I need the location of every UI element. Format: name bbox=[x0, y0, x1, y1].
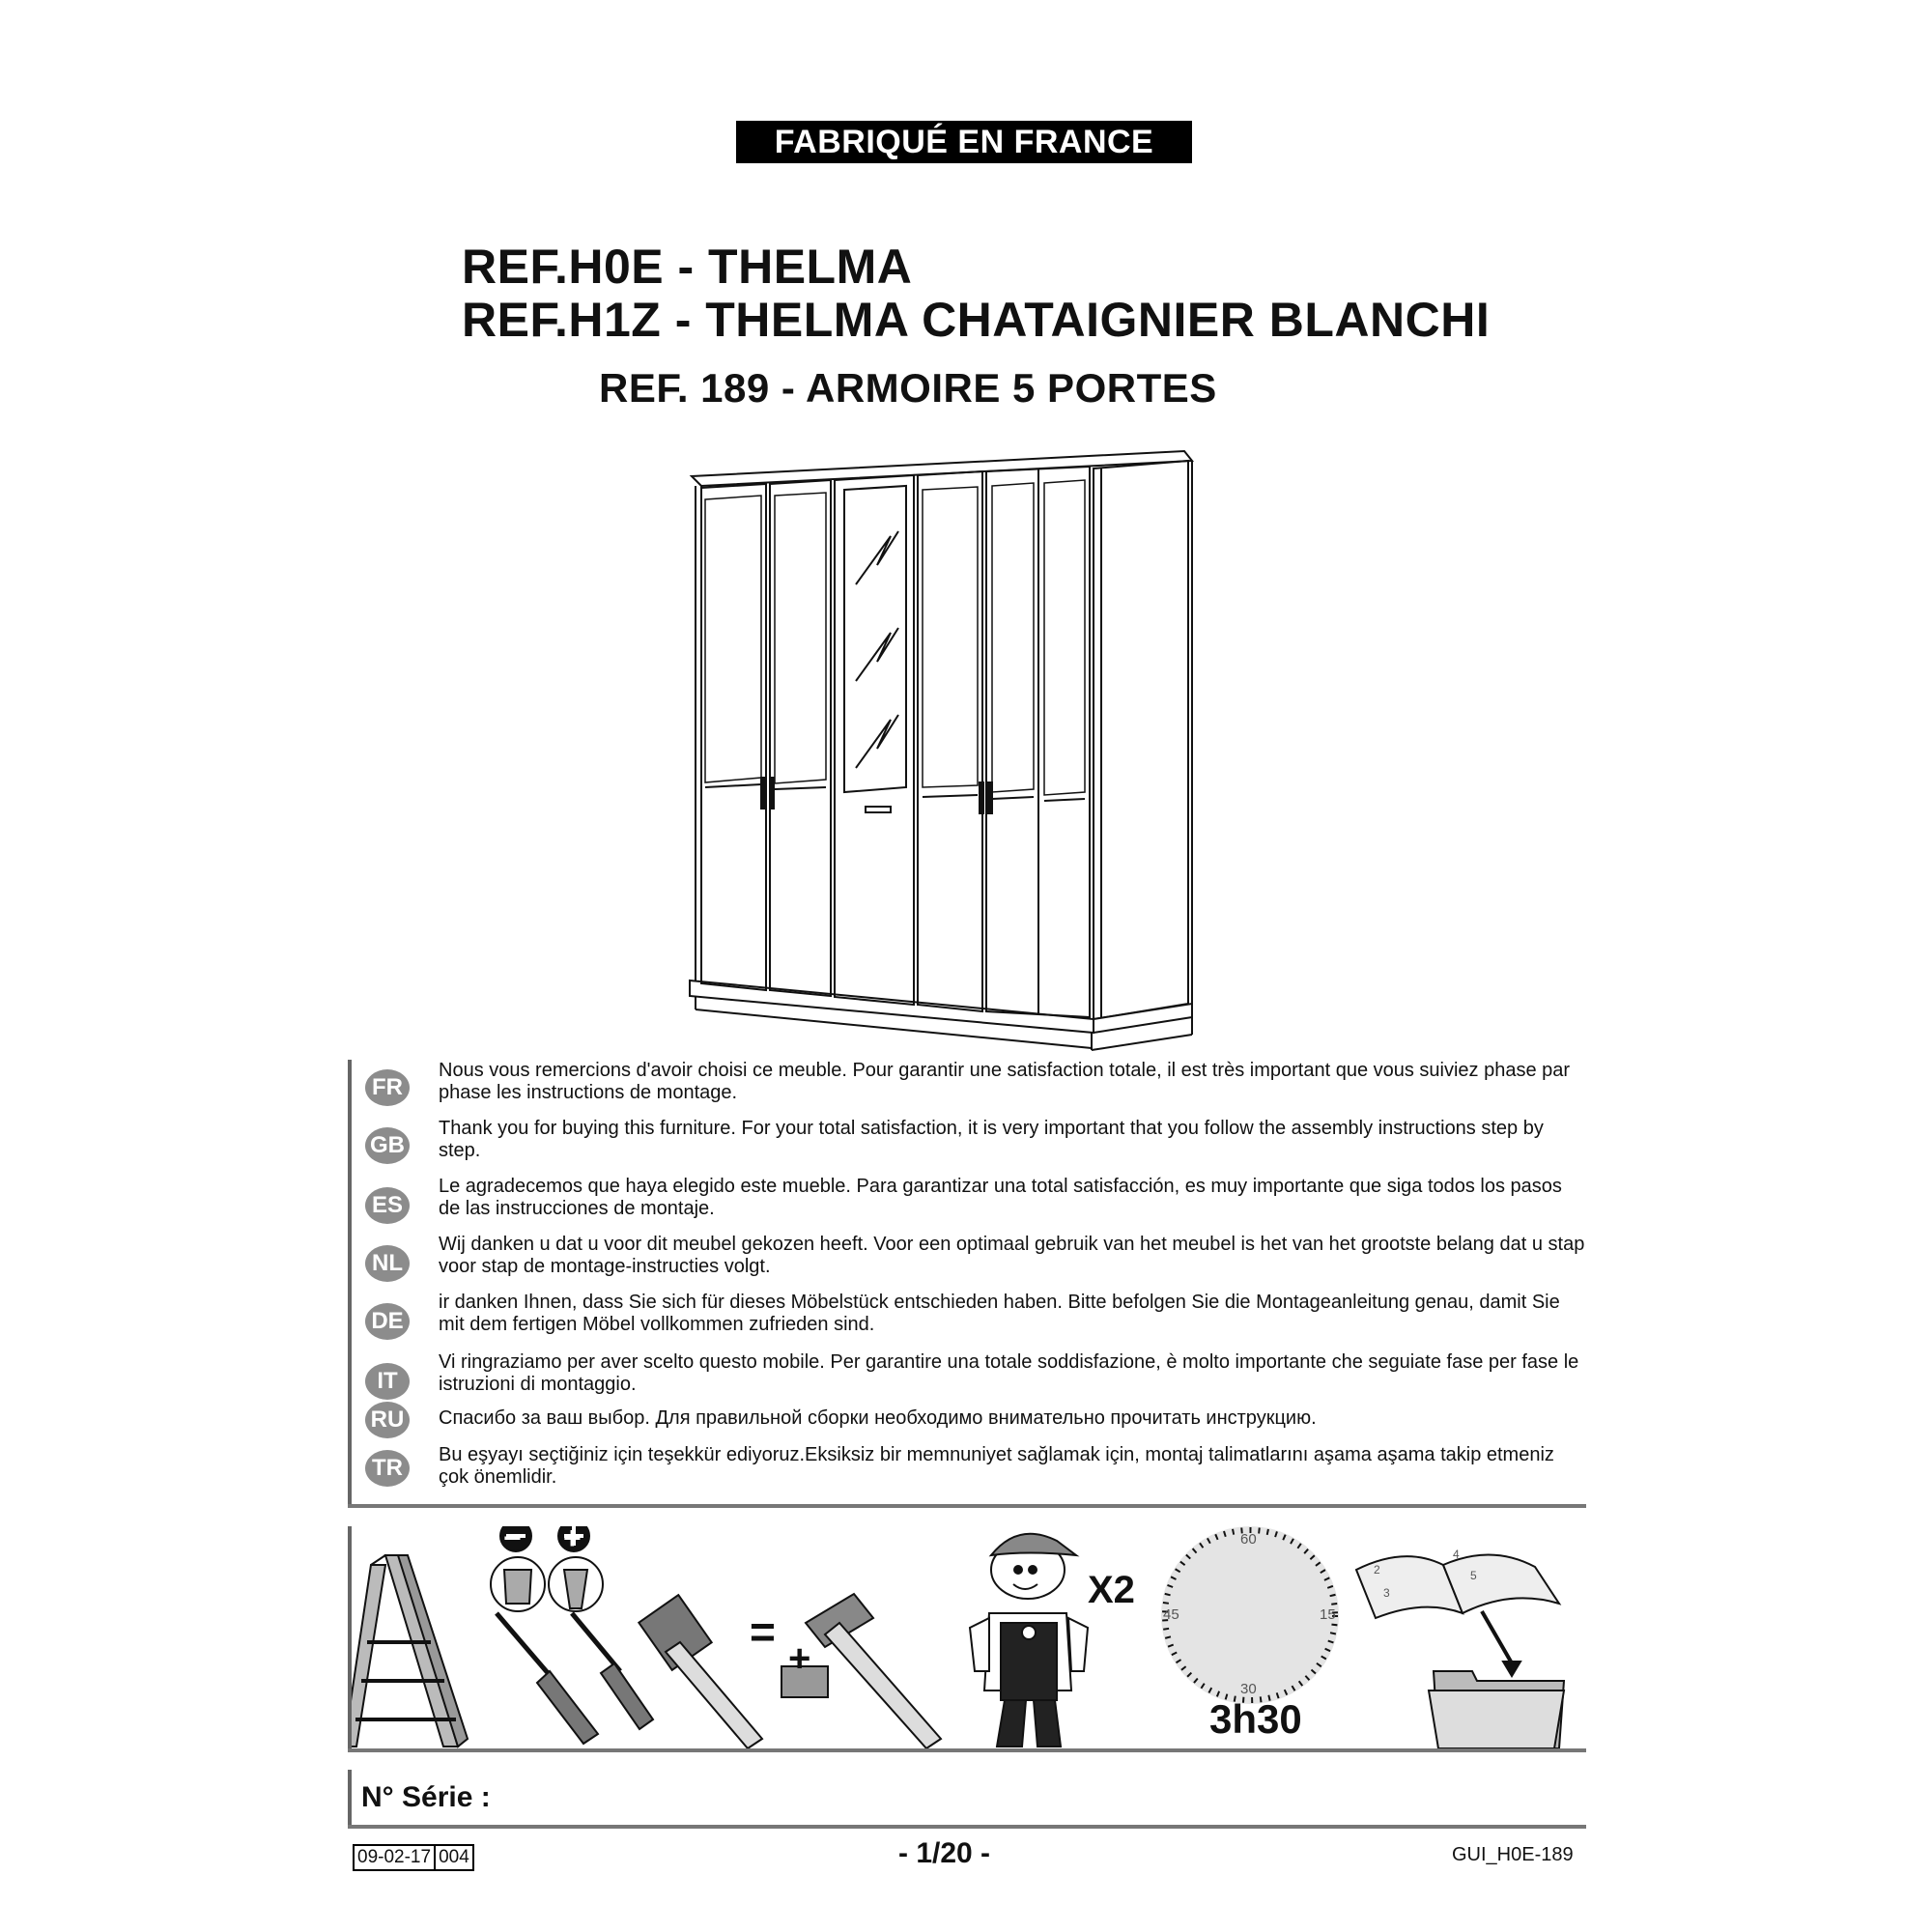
clock-label-45: 45 bbox=[1163, 1606, 1179, 1623]
clock-label-30: 30 bbox=[1240, 1681, 1257, 1697]
manual-page-5: 5 bbox=[1470, 1569, 1477, 1582]
mallet-icon bbox=[639, 1595, 762, 1748]
lang-badge-tr: TR bbox=[365, 1450, 410, 1487]
persons-count: X2 bbox=[1088, 1569, 1135, 1611]
minus-sign: − bbox=[503, 1520, 522, 1555]
lang-text-es: Le agradecemos que haya elegido este mueble. Para garantizar una total satisfacción, es muy importante que siga todos los pasos de las instrucciones de montaje. bbox=[439, 1176, 1562, 1219]
lang-badge-gb: GB bbox=[365, 1127, 410, 1164]
lang-text-ru: Спасибо за ваш выбор. Для правильной сборки необходимо внимательно прочитать инструкцию. bbox=[439, 1407, 1317, 1429]
title-line-1: REF.H0E - THELMA bbox=[462, 240, 913, 294]
svg-text:=: = bbox=[750, 1606, 776, 1657]
made-in-banner: FABRIQUÉ EN FRANCE bbox=[736, 121, 1192, 163]
svg-text:+: + bbox=[788, 1637, 811, 1680]
manual-icon bbox=[1356, 1554, 1559, 1676]
lang-text-de: ir danken Ihnen, dass Sie sich für dieses Möbelstück entschieden haben. Bitte befolgen Sie die Montageanleitung genau, damit Sie mit dem fertigen Möbel vollkommen zufrieden sind. bbox=[439, 1292, 1560, 1335]
assembly-duration: 3h30 bbox=[1209, 1696, 1302, 1742]
divider-top bbox=[348, 1504, 1586, 1508]
document-date: 09-02-17 bbox=[353, 1844, 436, 1871]
document-code: GUI_H0E-189 bbox=[1452, 1844, 1574, 1865]
clock-label-60: 60 bbox=[1240, 1531, 1257, 1548]
tools-panel bbox=[348, 1520, 1590, 1748]
title-line-2: REF.H1Z - THELMA CHATAIGNIER BLANCHI bbox=[462, 293, 1491, 347]
divider-middle bbox=[348, 1748, 1586, 1752]
lang-text-fr: Nous vous remercions d'avoir choisi ce meuble. Pour garantir une satisfaction totale, il est très important que vous suiviez phase par phase les instructions de montage. bbox=[439, 1060, 1571, 1103]
lang-badge-fr: FR bbox=[365, 1069, 410, 1106]
clock-icon bbox=[1161, 1526, 1339, 1704]
title-line-3: REF. 189 - ARMOIRE 5 PORTES bbox=[599, 365, 1217, 411]
clock-label-15: 15 bbox=[1320, 1606, 1336, 1623]
lang-badge-de: DE bbox=[365, 1303, 410, 1340]
divider-bottom bbox=[348, 1825, 1586, 1829]
manual-page-3: 3 bbox=[1383, 1586, 1390, 1600]
document-version: 004 bbox=[436, 1844, 474, 1871]
plus-sign: + bbox=[563, 1520, 582, 1555]
ladder-icon bbox=[352, 1555, 468, 1747]
hammer-icon bbox=[781, 1594, 941, 1748]
manual-page-2: 2 bbox=[1374, 1563, 1380, 1577]
lang-badge-it: IT bbox=[365, 1363, 410, 1400]
page-number: - 1/20 - bbox=[898, 1837, 991, 1869]
lang-text-tr: Bu eşyayı seçtiğiniz için teşekkür ediyoruz.Eksiksiz bir memnuniyet sağlamak için, montaj talimatlarını aşama aşama takip etmeniz çok önemlidir. bbox=[439, 1444, 1554, 1488]
lang-text-nl: Wij danken u dat u voor dit meubel gekozen heeft. Voor een optimaal gebruik van het meubel is het van het grootste belang dat u stap voor stap de montage-instructies volgt. bbox=[439, 1234, 1585, 1277]
lang-text-it: Vi ringraziamo per aver scelto questo mobile. Per garantire una totale soddisfazione, è molto importante che seguiate fase per fase le istruzioni di montaggio. bbox=[439, 1351, 1579, 1395]
folder-icon bbox=[1429, 1671, 1564, 1748]
lang-badge-ru: RU bbox=[365, 1402, 410, 1438]
serial-number-label: N° Série : bbox=[348, 1770, 491, 1826]
lang-badge-es: ES bbox=[365, 1187, 410, 1224]
worker-icon bbox=[970, 1534, 1088, 1747]
document-date-box bbox=[353, 1844, 474, 1871]
wardrobe-illustration bbox=[676, 440, 1217, 1067]
manual-page-4: 4 bbox=[1453, 1548, 1460, 1561]
lang-text-gb: Thank you for buying this furniture. For your total satisfaction, it is very important that you follow the assembly instructions step by step. bbox=[439, 1118, 1544, 1161]
lang-badge-nl: NL bbox=[365, 1245, 410, 1282]
language-notes bbox=[348, 1060, 1598, 1504]
